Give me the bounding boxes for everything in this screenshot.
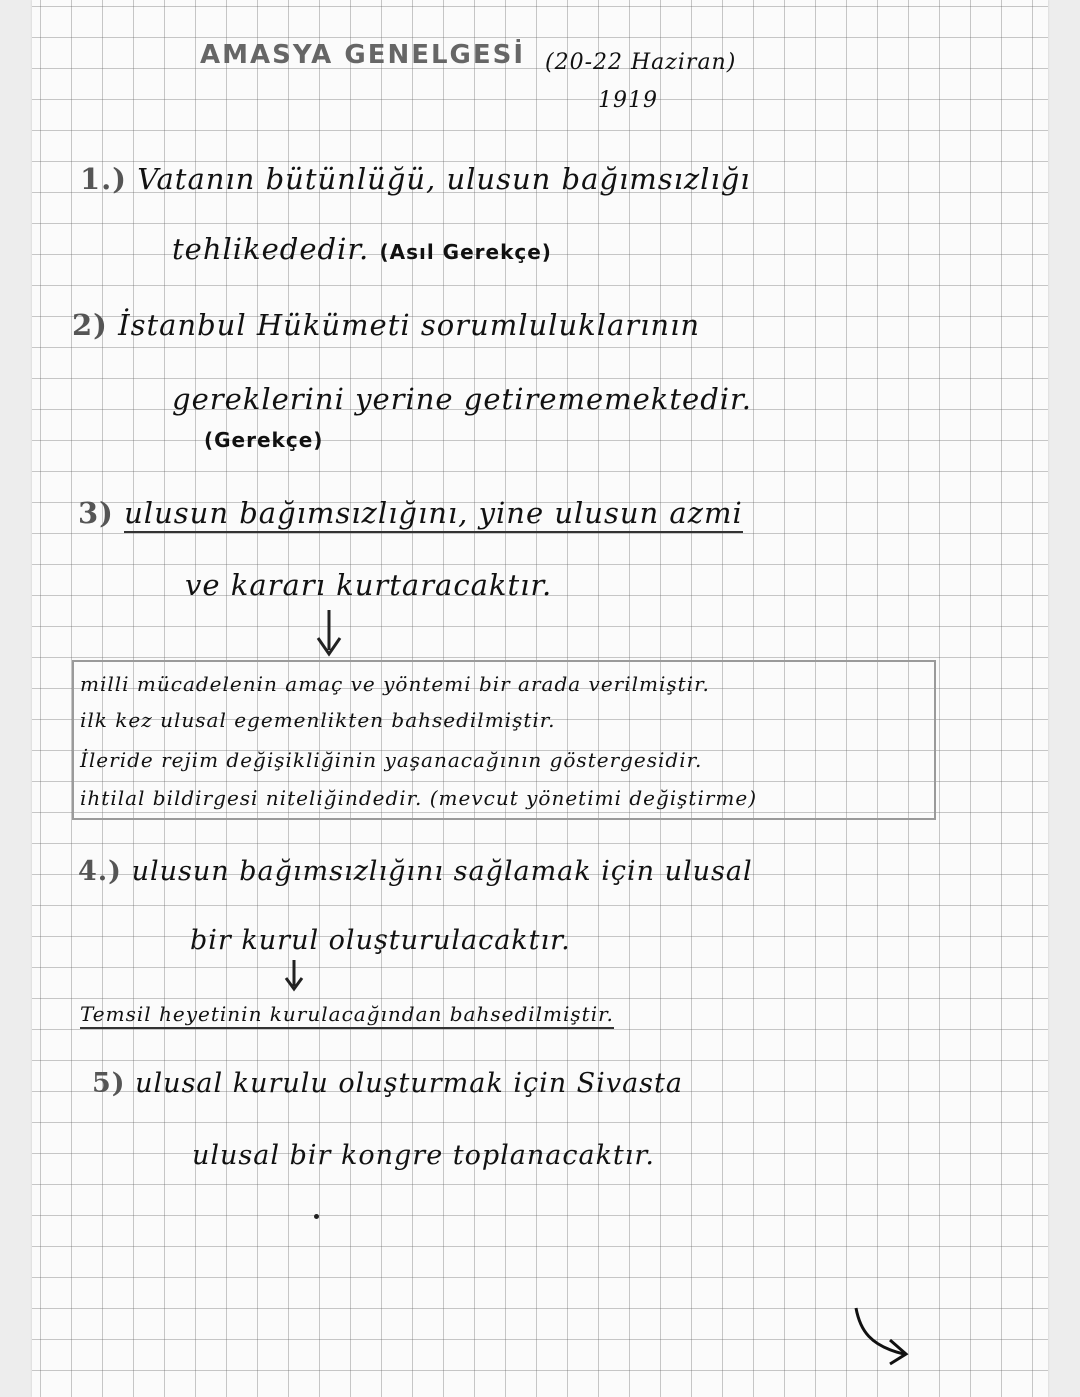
ink-dot xyxy=(314,1214,319,1219)
item-line2: tehlikededir. xyxy=(172,232,370,266)
item-line1: Vatanın bütünlüğü, ulusun bağımsızlığı xyxy=(137,162,751,196)
list-item xyxy=(80,162,751,196)
down-arrow-icon xyxy=(314,608,344,658)
title-date-range: (20-22 Haziran) xyxy=(545,50,737,75)
item-line1: ulusun bağımsızlığını sağlamak için ulusal xyxy=(131,856,753,887)
after-item4-note: Temsil heyetinin kurulacağından bahsedilmiştir. xyxy=(80,1002,614,1029)
item-number: 1.) xyxy=(80,162,127,196)
item-number: 5) xyxy=(92,1068,126,1099)
item-line2: ulusal bir kongre toplanacaktır. xyxy=(192,1140,655,1171)
title-year: 1919 xyxy=(598,88,658,113)
list-item-continuation xyxy=(190,925,571,956)
item-number: 4.) xyxy=(78,856,122,887)
item-tag: (Asıl Gerekçe) xyxy=(379,240,552,264)
item-line2: bir kurul oluşturulacaktır. xyxy=(190,925,571,956)
list-item xyxy=(92,1068,683,1099)
item-line2: gereklerini yerine getirememektedir. xyxy=(172,382,752,416)
item-number: 2) xyxy=(72,308,108,342)
list-item xyxy=(78,496,743,530)
list-item-continuation xyxy=(185,568,552,602)
item-tag: (Gerekçe) xyxy=(204,428,324,452)
item-line2: ve kararı kurtaracaktır. xyxy=(185,568,553,602)
down-arrow-icon xyxy=(282,958,306,992)
box-line: milli mücadelenin amaç ve yöntemi bir arada verilmiştir. xyxy=(80,672,710,696)
list-item xyxy=(78,856,753,887)
item-line1: ulusun bağımsızlığını, yine ulusun azmi xyxy=(124,496,743,533)
curved-arrow-icon xyxy=(846,1300,916,1370)
list-item-continuation xyxy=(192,1140,655,1171)
list-item xyxy=(72,308,700,342)
page-title: AMASYA GENELGESİ xyxy=(200,40,526,70)
box-line: ilk kez ulusal egemenlikten bahsedilmiştir. xyxy=(80,708,556,732)
item-number: 3) xyxy=(78,496,114,530)
box-line: ihtilal bildirgesi niteliğindedir. (mevcut yönetimi değiştirme) xyxy=(80,786,758,810)
list-item-continuation xyxy=(172,382,752,416)
list-item-continuation xyxy=(172,232,552,266)
item-line1: İstanbul Hükümeti sorumluluklarının xyxy=(118,308,701,342)
box-line: İleride rejim değişikliğinin yaşanacağının göstergesidir. xyxy=(80,748,703,772)
item-line1: ulusal kurulu oluşturmak için Sivasta xyxy=(135,1068,683,1099)
